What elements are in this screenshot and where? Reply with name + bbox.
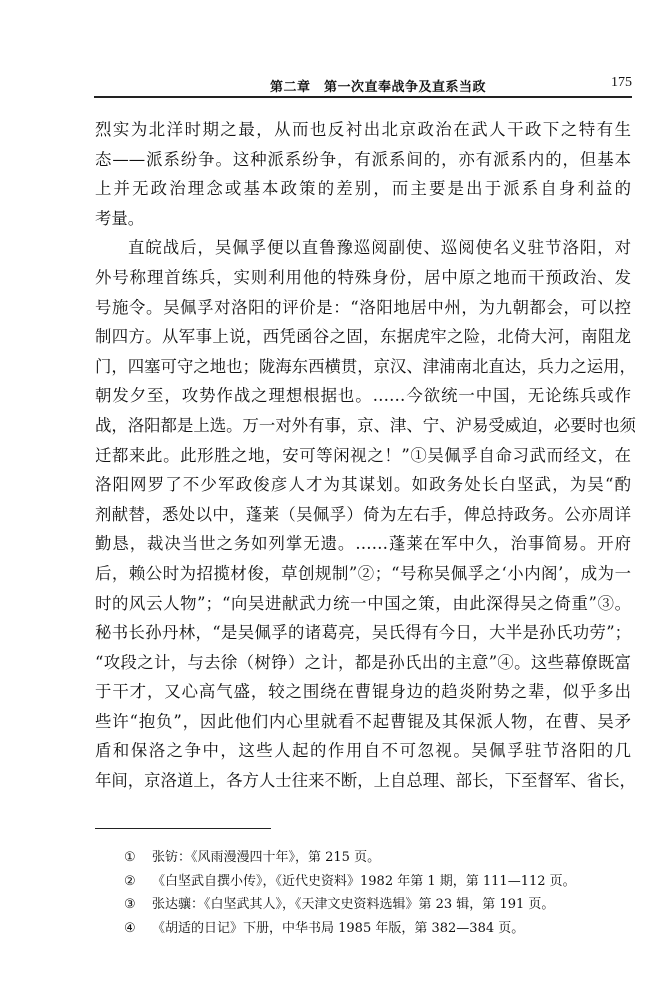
- text-line: 剂献替，悉处以中，蓬莱（吴佩孚）倚为左右手，俾总持政务。公亦周详: [95, 504, 631, 524]
- text-line: 烈实为北洋时期之最，从而也反衬出北京政治在武人干政下之特有生: [95, 120, 631, 139]
- text-line: 洛阳网罗了不少军政俊彦人才为其谋划。如政务处长白坚武，为吴“酌: [95, 475, 631, 495]
- footnote-text: 《胡适的日记》下册，中华书局 1985 年版，第 382—384 页。: [152, 920, 525, 936]
- text-line: 制四方。从军事上说，西凭函谷之固，东据虎牢之险，北倚大河，南阻龙: [95, 327, 631, 347]
- text-line: 外号称理首练兵，实则利用他的特殊身份，居中原之地而干预政治、发: [95, 267, 631, 287]
- footnote-mark: ④: [124, 920, 136, 936]
- text-line: 直皖战后，吴佩孚便以直鲁豫巡阅副使、巡阅使名义驻节洛阳，对: [128, 238, 631, 258]
- text-line: 勤恳，裁决当世之务如列掌无遗。……蓬莱在军中久，治事简易。开府: [95, 534, 631, 554]
- text-line: 些许“抱负”，因此他们内心里就看不起曹锟及其保派人物，在曹、吴矛: [95, 711, 631, 731]
- header-rule: [94, 96, 632, 98]
- text-line: 年间，京洛道上，各方人士往来不断，上自总理、部长，下至督军、省长，: [95, 771, 636, 791]
- page-number: 175: [611, 75, 632, 90]
- text-line: 考量。: [95, 208, 145, 228]
- chapter-title: 第二章 第一次直奉战争及直系当政: [270, 80, 487, 95]
- running-header: [94, 70, 634, 96]
- footnote-mark: ①: [124, 850, 136, 865]
- text-line: 迁都来此。此形胜之地，安可等闲视之！”①吴佩孚自命习武而经文，在: [95, 445, 631, 465]
- text-line: 朝发夕至，攻势作战之理想根据也。……今欲统一中国，无论练兵或作: [95, 386, 631, 406]
- text-line: 战，洛阳都是上选。万一对外有事，京、津、宁、沪易受威迫，必要时也须: [95, 415, 636, 435]
- footnote-mark: ③: [124, 897, 136, 912]
- text-line: “攻段之计，与去徐（树铮）之计，都是孙氏出的主意”④。这些幕僚既富: [95, 652, 631, 672]
- text-line: 号施令。吴佩孚对洛阳的评价是：“洛阳地居中州，为九朝都会，可以控: [95, 297, 631, 317]
- text-line: 上并无政治理念或基本政策的差别，而主要是出于派系自身利益的: [95, 179, 631, 199]
- text-line: 于干才，又心高气盛，较之围绕在曹锟身边的趋炎附势之辈，似乎多出: [95, 682, 631, 702]
- footnote: [124, 870, 624, 894]
- text-line: 秘书长孙丹林，“是吴佩孚的诸葛亮，吴氏得有今日，大半是孙氏功劳”；: [95, 623, 631, 643]
- text-line: 后，赖公时为招揽材俊，草创规制”②；“号称吴佩孚之‘小内阁’，成为一: [95, 563, 631, 583]
- footnote-text: 《白坚武自撰小传》，《近代史资料》1982 年第 1 期，第 111—112 页。: [152, 873, 576, 889]
- text-line: 态——派系纷争。这种派系纷争，有派系间的，亦有派系内的，但基本: [95, 149, 631, 169]
- footnote-rule: [95, 828, 271, 829]
- footnote-text: 张钫：《风雨漫漫四十年》，第 215 页。: [152, 850, 381, 865]
- footnote: [124, 893, 624, 917]
- footnotes: [124, 846, 624, 940]
- body-text: [95, 115, 636, 796]
- text-line: 时的风云人物”；“向吴进献武力统一中国之策，由此深得吴之倚重”③。: [95, 593, 631, 613]
- footnote: [124, 917, 624, 941]
- footnote-text: 张达骧：《白坚武其人》，《天津文史资料选辑》第 23 辑，第 191 页。: [152, 897, 555, 912]
- footnote-mark: ②: [124, 873, 136, 889]
- text-line: 盾和保洛之争中，这些人起的作用自不可忽视。吴佩孚驻节洛阳的几: [95, 741, 631, 761]
- text-line: 门，四塞可守之地也；陇海东西横贯，京汉、津浦南北直达，兵力之运用，: [95, 356, 636, 376]
- footnote: [124, 846, 624, 870]
